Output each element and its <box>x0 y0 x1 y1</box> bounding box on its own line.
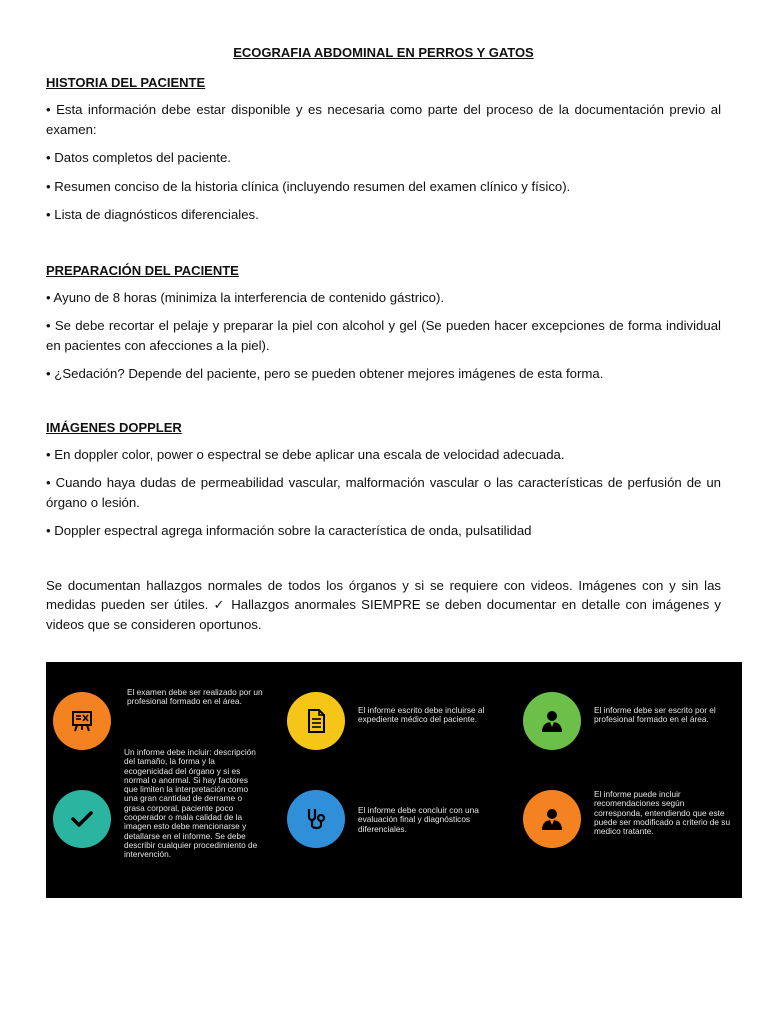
bullet-paragraph: • Datos completos del paciente. <box>46 150 231 165</box>
bullet-paragraph: • ¿Sedación? Depende del paciente, pero se pueden obtener mejores imágenes de esta forma. <box>46 366 604 381</box>
document-page <box>46 44 721 643</box>
doctor-icon <box>523 692 581 750</box>
closing-paragraph: Se documentan hallazgos normales de todos los órganos y si se requiere con videos. Imágenes con y sin las medidas pueden ser útiles. ✓ Hallazgos anormales SIEMPRE se deben documentar en detalle con imágenes y videos que se consideren oportunos. <box>46 577 721 632</box>
infographic-text: El examen debe ser realizado por un profesional formado en el área. <box>127 687 263 707</box>
section-heading-doppler: IMÁGENES DOPPLER <box>46 419 182 435</box>
bullet-paragraph: • Esta información debe estar disponible y es necesaria como parte del proceso de la documentación previo al examen: <box>46 102 721 137</box>
bullet-paragraph: • Resumen conciso de la historia clínica (incluyendo resumen del examen clínico y físico). <box>46 178 571 194</box>
presentation-board-icon <box>53 692 111 750</box>
bullet-paragraph: • Se debe recortar el pelaje y preparar la piel con alcohol y gel (Se pueden hacer excepciones de forma individual en pacientes con afecciones a la piel). <box>46 318 721 353</box>
checkmark-icon <box>53 790 111 848</box>
infographic-text: El informe escrito debe incluirse al expediente médico del paciente. <box>358 705 485 725</box>
infographic-text: Un informe debe incluir: descripción del tamaño, la forma y la ecogenicidad del órgano y si es normal o anormal. Si hay factores que limiten la interpretación como una gran cantidad de derrame o grasa corporal, paciente poco cooperador o mala calidad de la imagen esto debe mencionarse y detallarse en el informe. Se debe describir cualquier procedimiento de intervención. <box>124 747 258 860</box>
bullet-paragraph: • Lista de diagnósticos diferenciales. <box>46 207 259 222</box>
bullet-paragraph: • Doppler espectral agrega información sobre la característica de onda, pulsatilidad <box>46 523 532 538</box>
stethoscope-icon <box>287 790 345 848</box>
document-icon <box>287 692 345 750</box>
infographic-panel <box>46 662 742 898</box>
doctor-icon <box>523 790 581 848</box>
document-title: ECOGRAFIA ABDOMINAL EN PERROS Y GATOS <box>233 45 534 60</box>
bullet-paragraph: • Cuando haya dudas de permeabilidad vascular, malformación vascular o las características de perfusión de un órgano o lesión. <box>46 475 721 510</box>
infographic-text: El informe debe ser escrito por el profesional formado en el área. <box>594 705 716 725</box>
bullet-paragraph: • En doppler color, power o espectral se debe aplicar una escala de velocidad adecuada. <box>46 446 565 462</box>
bullet-paragraph: • Ayuno de 8 horas (minimiza la interferencia de contenido gástrico). <box>46 289 445 305</box>
section-heading-preparacion: PREPARACIÓN DEL PACIENTE <box>46 262 239 278</box>
infographic-text: El informe puede incluir recomendaciones según corresponda, entendiendo que este puede ser modificado a criterio de su medico tratante. <box>594 789 731 837</box>
infographic-text: El informe debe concluir con una evaluación final y diagnósticos diferenciales. <box>358 805 479 834</box>
section-heading-historia: HISTORIA DEL PACIENTE <box>46 75 206 90</box>
